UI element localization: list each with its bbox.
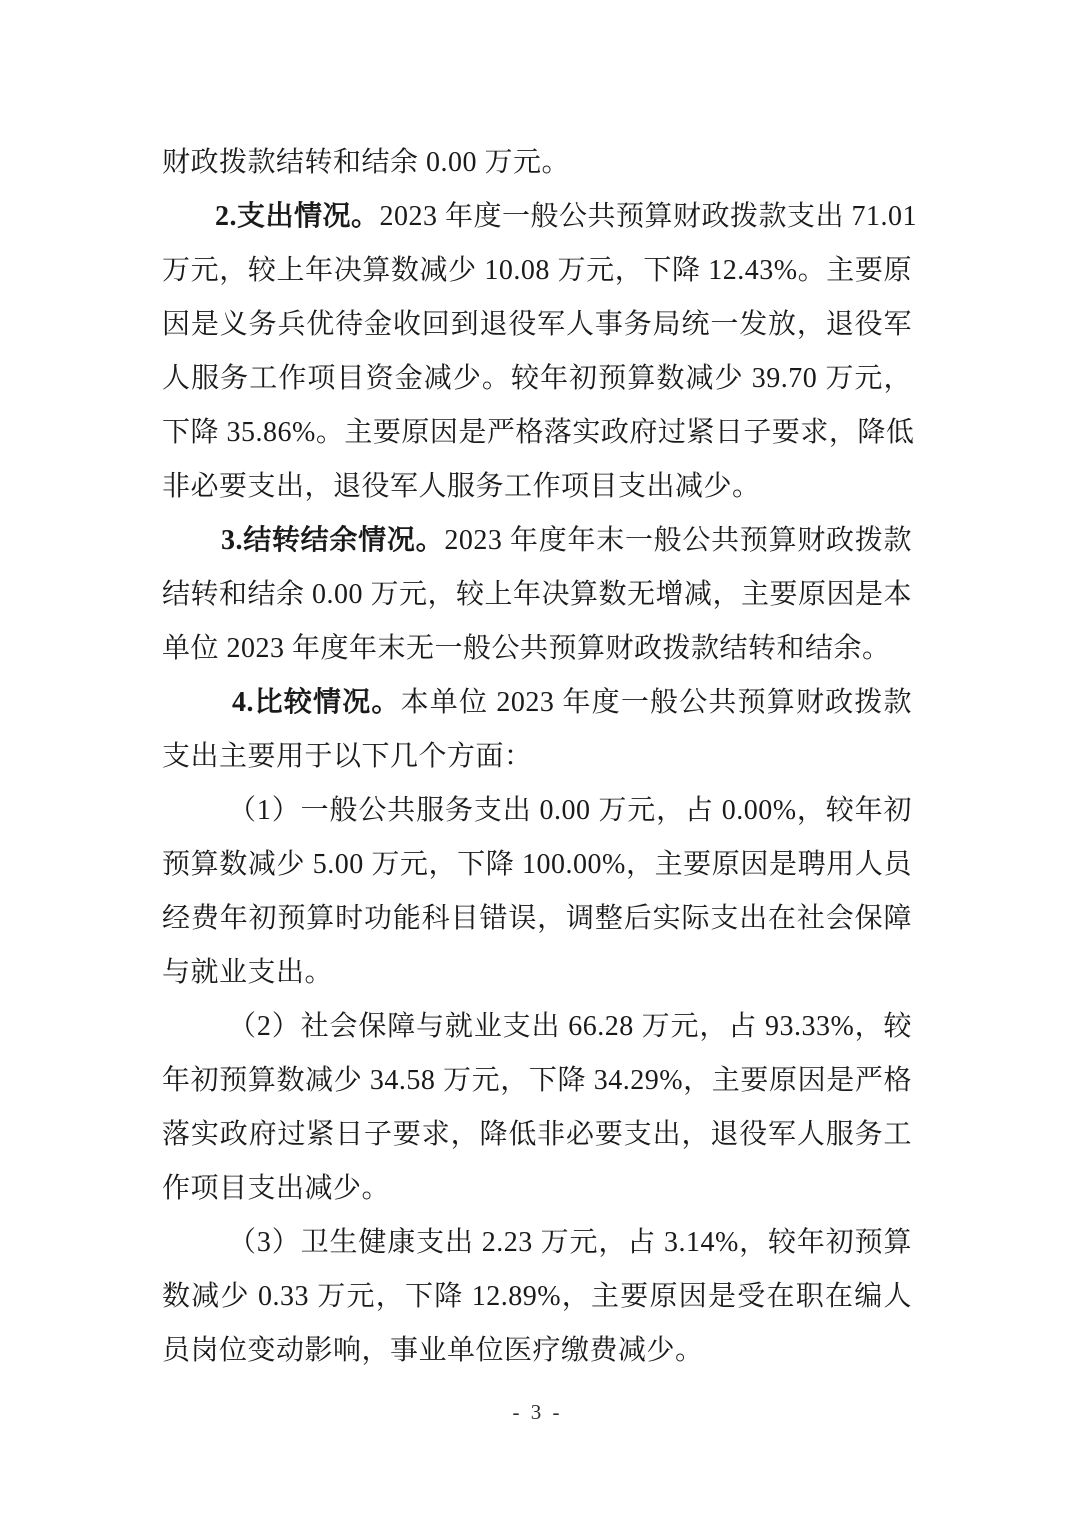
- body-text: 万元，较上年决算数减少 10.08 万元，下降 12.43%。主要原: [162, 255, 912, 286]
- paragraph-line: [162, 568, 912, 622]
- paragraph-line: [162, 1000, 912, 1054]
- paragraph-line: [162, 406, 915, 460]
- body-text: （3）卫生健康支出 2.23 万元，占 3.14%，较年初预算: [228, 1227, 912, 1258]
- body-text: 下降 35.86%。主要原因是严格落实政府过紧日子要求，降低: [162, 417, 915, 448]
- body-text: 2023 年度一般公共预算财政拨款支出 71.01: [379, 201, 918, 232]
- paragraph-line: [162, 460, 912, 514]
- paragraph-line: [162, 136, 912, 190]
- body-text: 人服务工作项目资金减少。较年初预算数减少 39.70 万元，: [162, 363, 912, 394]
- paragraph-line: [162, 352, 912, 406]
- body-text: 员岗位变动影响，事业单位医疗缴费减少。: [162, 1335, 704, 1366]
- paragraph-line: [162, 1108, 912, 1162]
- body-text: 支出主要用于以下几个方面：: [162, 741, 533, 772]
- body-text: 落实政府过紧日子要求，降低非必要支出，退役军人服务工: [162, 1119, 912, 1150]
- body-text: 财政拨款结转和结余 0.00 万元。: [162, 147, 571, 178]
- body-text: 单位 2023 年度年末无一般公共预算财政拨款结转和结余。: [162, 633, 891, 664]
- paragraph-line: [162, 946, 912, 1000]
- section-heading-label: 4.比较情况。: [232, 687, 401, 718]
- paragraph-line: [162, 244, 912, 298]
- paragraph-line: [162, 1162, 912, 1216]
- body-text: （2）社会保障与就业支出 66.28 万元，占 93.33%，较: [228, 1011, 912, 1042]
- body-text: 非必要支出，退役军人服务工作项目支出减少。: [162, 471, 761, 502]
- body-text: 作项目支出减少。: [162, 1173, 391, 1204]
- paragraph-line: [162, 892, 912, 946]
- body-text: 2023 年度年末一般公共预算财政拨款: [444, 525, 912, 556]
- section-heading-label: 2.支出情况。: [215, 201, 380, 232]
- body-text: 结转和结余 0.00 万元，较上年决算数无增减，主要原因是本: [162, 579, 913, 610]
- body-text: 年初预算数减少 34.58 万元，下降 34.29%，主要原因是严格: [162, 1065, 912, 1096]
- paragraph-line: [162, 1216, 912, 1270]
- paragraph-line: [162, 298, 912, 352]
- paragraph-line: [162, 1324, 912, 1378]
- paragraph-line: [162, 730, 912, 784]
- document-body: [162, 136, 918, 1378]
- body-text: （1）一般公共服务支出 0.00 万元，占 0.00%，较年初: [228, 795, 912, 826]
- paragraph-line: [162, 622, 912, 676]
- body-text: 数减少 0.33 万元，下降 12.89%，主要原因是受在职在编人: [162, 1281, 912, 1312]
- body-text: 预算数减少 5.00 万元，下降 100.00%，主要原因是聘用人员: [162, 849, 912, 880]
- section-heading-label: 3.结转结余情况。: [221, 525, 445, 556]
- body-text: 经费年初预算时功能科目错误，调整后实际支出在社会保障: [162, 903, 912, 934]
- body-text: 因是义务兵优待金收回到退役军人事务局统一发放，退役军: [162, 309, 912, 340]
- page-number: - 3 -: [512, 1400, 563, 1424]
- paragraph-heading-line: [162, 676, 912, 730]
- paragraph-line: [162, 784, 912, 838]
- body-text: 与就业支出。: [162, 957, 334, 988]
- paragraph-line: [162, 1054, 912, 1108]
- paragraph-heading-line: [162, 190, 918, 244]
- body-text: 本单位 2023 年度一般公共预算财政拨款: [400, 687, 912, 718]
- paragraph-heading-line: [162, 514, 912, 568]
- paragraph-line: [162, 1270, 912, 1324]
- paragraph-line: [162, 838, 912, 892]
